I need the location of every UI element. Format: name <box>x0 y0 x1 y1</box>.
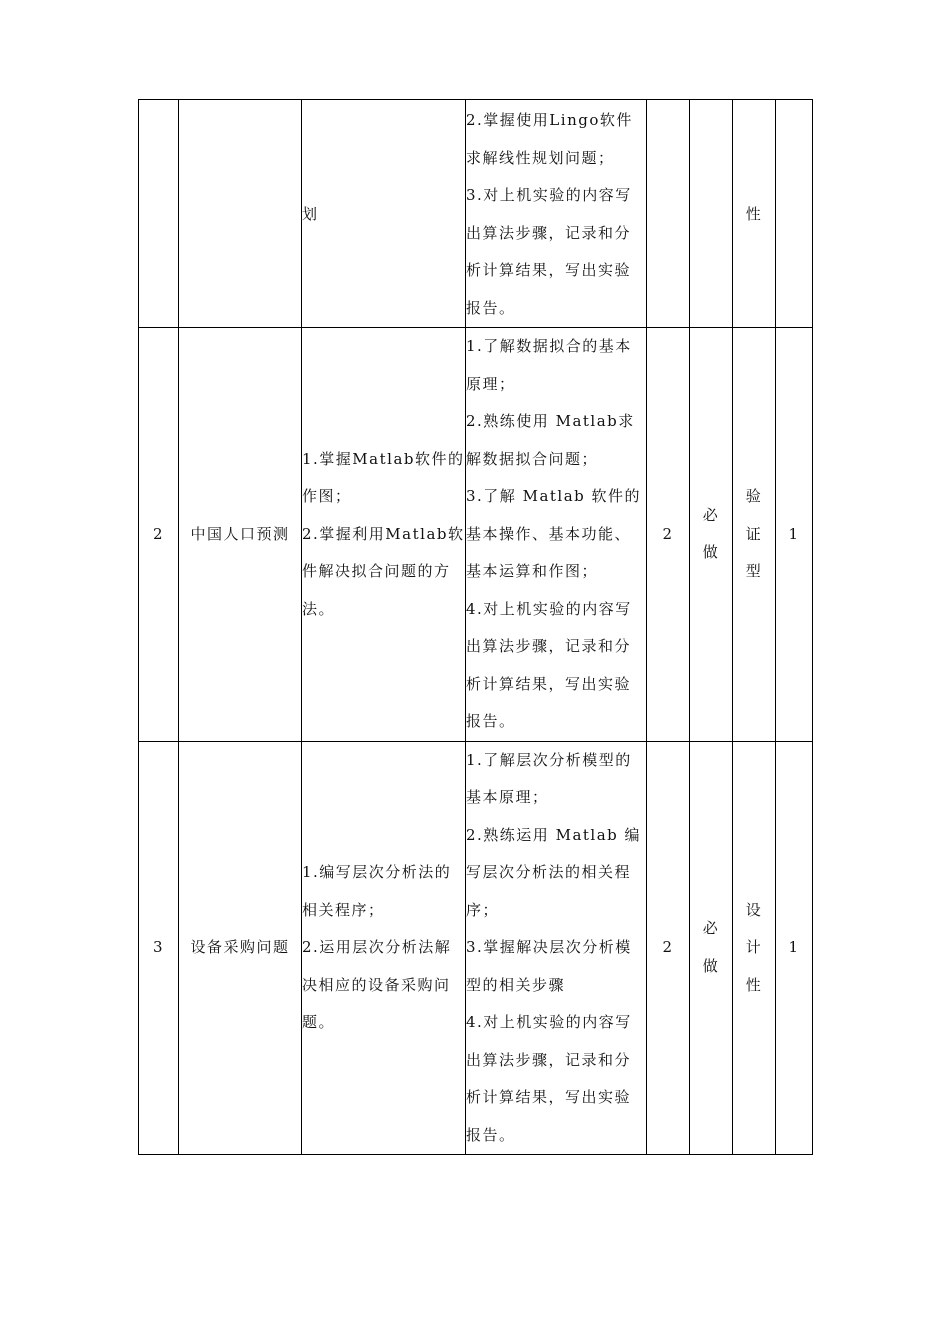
experiment-type-cell <box>733 100 776 328</box>
requirement-line: 3.对上机实验的内容写出算法步骤，记录和分析计算结果，写出实验报告。 <box>466 186 632 317</box>
content-line: 1.掌握Matlab软件的作图； <box>302 449 465 505</box>
experiment-category-cell <box>690 328 733 742</box>
table-row <box>139 328 813 742</box>
requirement-line: 2.掌握使用Lingo软件求解线性规划问题； <box>466 111 633 167</box>
experiment-requirements-cell <box>466 100 647 328</box>
experiment-credit-cell <box>776 100 813 328</box>
experiment-number-cell: 3 <box>139 741 179 1155</box>
requirement-line: 2.熟练运用 Matlab 编写层次分析法的相关程序； <box>466 825 642 919</box>
type-char: 性 <box>745 204 763 223</box>
type-char: 型 <box>745 562 763 580</box>
experiment-category-cell <box>690 741 733 1155</box>
experiment-content-cell <box>302 741 466 1155</box>
experiment-requirements-cell <box>466 741 647 1155</box>
experiment-table <box>138 99 813 1155</box>
experiment-number-cell <box>139 100 179 328</box>
table-row <box>139 741 813 1155</box>
experiment-number-cell: 2 <box>139 328 179 742</box>
type-char: 证 <box>745 524 763 543</box>
experiment-name-cell: 中国人口预测 <box>179 328 302 742</box>
experiment-hours-cell: 2 <box>647 741 690 1155</box>
experiment-category-cell <box>690 100 733 328</box>
requirement-line: 3.了解 Matlab 软件的基本操作、基本功能、基本运算和作图； <box>466 487 642 580</box>
experiment-content-cell <box>302 100 466 328</box>
requirement-line: 4.对上机实验的内容写出算法步骤，记录和分析计算结果，写出实验报告。 <box>466 1013 632 1144</box>
requirement-line: 1.了解层次分析模型的基本原理； <box>466 750 632 806</box>
experiment-hours-cell <box>647 100 690 328</box>
experiment-type-cell <box>733 741 776 1155</box>
category-char: 必 <box>702 919 720 938</box>
requirement-line: 3.掌握解决层次分析模型的相关步骤 <box>466 938 632 994</box>
experiment-content-cell <box>302 328 466 742</box>
content-line: 2.运用层次分析法解决相应的设备采购问题。 <box>302 938 452 1031</box>
experiment-credit-cell: 1 <box>776 741 813 1155</box>
experiment-credit-cell: 1 <box>776 328 813 742</box>
requirement-line: 1.了解数据拟合的基本原理； <box>466 337 632 393</box>
content-line: 2.掌握利用Matlab软件解决拟合问题的方法。 <box>302 524 465 618</box>
type-char: 性 <box>745 975 763 994</box>
category-char: 必 <box>702 505 720 524</box>
category-char: 做 <box>702 543 720 562</box>
content-line: 1.编写层次分析法的相关程序； <box>302 863 452 919</box>
content-line: 划 <box>302 204 319 223</box>
type-char: 设 <box>745 900 763 919</box>
experiment-requirements-cell <box>466 328 647 742</box>
category-char: 做 <box>702 956 720 975</box>
table-row <box>139 100 813 328</box>
requirement-line: 2.熟练使用 Matlab求解数据拟合问题； <box>466 412 635 468</box>
experiment-hours-cell: 2 <box>647 328 690 742</box>
type-char: 验 <box>745 487 763 505</box>
type-char: 计 <box>745 938 763 956</box>
experiment-name-cell <box>179 100 302 328</box>
requirement-line: 4.对上机实验的内容写出算法步骤，记录和分析计算结果，写出实验报告。 <box>466 599 632 730</box>
experiment-type-cell <box>733 328 776 742</box>
experiment-name-cell: 设备采购问题 <box>179 741 302 1155</box>
